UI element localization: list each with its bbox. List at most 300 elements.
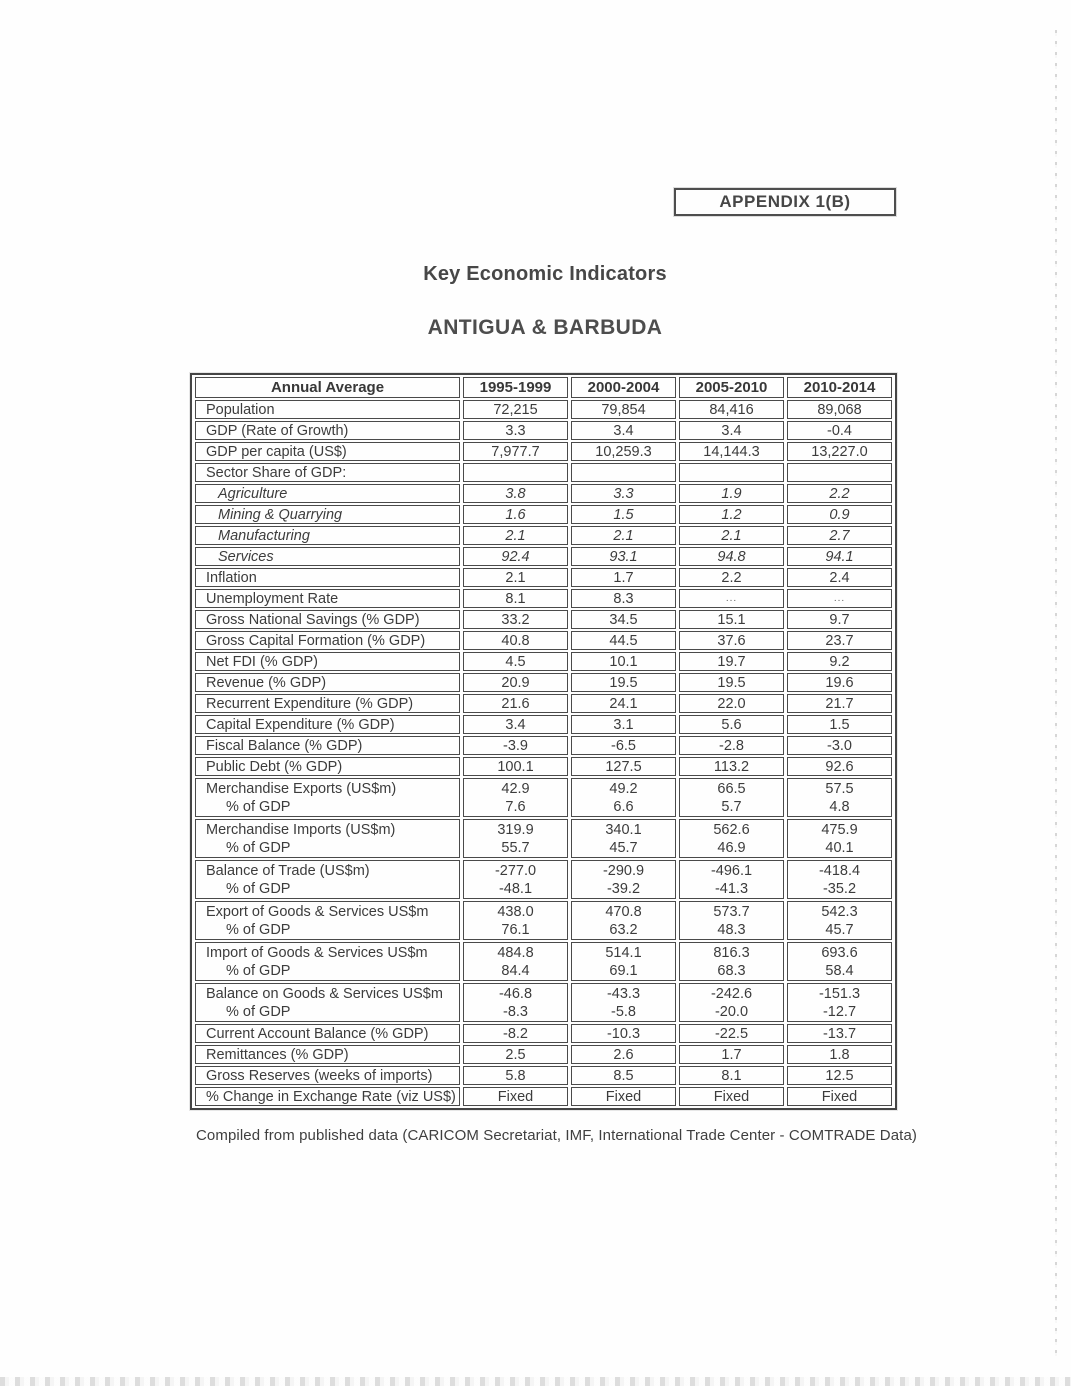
value-cell xyxy=(679,652,784,671)
value-cell xyxy=(463,568,568,587)
value-cell xyxy=(463,1066,568,1085)
row-label: % Change in Exchange Rate (viz US$) xyxy=(206,1088,456,1105)
value-cell xyxy=(463,652,568,671)
value-cell xyxy=(679,860,784,899)
cell-value: 2.5 xyxy=(505,1046,526,1063)
row-label: Current Account Balance (% GDP) xyxy=(206,1025,429,1042)
value-cell xyxy=(787,1066,892,1085)
value-cell xyxy=(679,421,784,440)
cell-value: 93.1 xyxy=(609,548,638,565)
value-cell xyxy=(679,1066,784,1085)
cell-value: -2.8 xyxy=(719,737,744,754)
value-cell xyxy=(571,942,676,981)
cell-value: 2.2 xyxy=(721,569,742,586)
value-cell xyxy=(679,463,784,482)
cell-sub-value: -20.0 xyxy=(714,1003,749,1020)
value-cell xyxy=(463,673,568,692)
value-cell xyxy=(463,1087,568,1106)
cell-sub-value: 46.9 xyxy=(717,839,746,856)
title-block xyxy=(190,263,900,340)
row-label: Services xyxy=(218,548,274,565)
cell-value: Fixed xyxy=(605,1088,642,1105)
cell-value: -46.8 xyxy=(498,985,533,1002)
cell-sub-value: 4.8 xyxy=(829,798,850,815)
value-cell xyxy=(679,819,784,858)
cell-value: 484.8 xyxy=(497,944,534,961)
value-cell xyxy=(463,1024,568,1043)
value-cell xyxy=(463,631,568,650)
value-cell xyxy=(679,715,784,734)
table-row xyxy=(195,1045,892,1064)
cell-value: 1.2 xyxy=(721,506,742,523)
table-row xyxy=(195,757,892,776)
value-cell xyxy=(679,673,784,692)
cell-value: -13.7 xyxy=(822,1025,857,1042)
row-sub-label: % of GDP xyxy=(226,1003,291,1020)
value-cell xyxy=(787,421,892,440)
row-label-cell xyxy=(195,983,460,1022)
cell-sub-value: 48.3 xyxy=(717,921,746,938)
row-label: Gross National Savings (% GDP) xyxy=(206,611,420,628)
value-cell xyxy=(787,757,892,776)
value-cell xyxy=(463,694,568,713)
value-cell xyxy=(571,463,676,482)
cell-value: -151.3 xyxy=(818,985,861,1002)
cell-value: 57.5 xyxy=(825,780,854,797)
value-cell xyxy=(787,819,892,858)
column-header-2: 2000-2004 xyxy=(571,377,676,398)
value-cell xyxy=(571,589,676,608)
value-cell xyxy=(787,901,892,940)
value-cell xyxy=(787,673,892,692)
row-label: Inflation xyxy=(206,569,257,586)
table-row xyxy=(195,421,892,440)
cell-value: 20.9 xyxy=(501,674,530,691)
row-label-cell xyxy=(195,463,460,482)
table-row xyxy=(195,1087,892,1106)
row-label-cell xyxy=(195,819,460,858)
cell-value: 15.1 xyxy=(717,611,746,628)
value-cell xyxy=(463,547,568,566)
table-row xyxy=(195,983,892,1022)
table-row xyxy=(195,715,892,734)
row-label-cell xyxy=(195,568,460,587)
row-label: Balance on Goods & Services US$m xyxy=(206,985,443,1002)
value-cell xyxy=(679,736,784,755)
cell-value: 92.6 xyxy=(825,758,854,775)
value-cell xyxy=(679,610,784,629)
cell-value: -3.0 xyxy=(827,737,852,754)
row-label-cell xyxy=(195,1087,460,1106)
table-header-row xyxy=(195,377,892,398)
cell-value: 1.7 xyxy=(613,569,634,586)
row-label-cell xyxy=(195,942,460,981)
cell-value: Fixed xyxy=(713,1088,750,1105)
cell-value: 19.5 xyxy=(717,674,746,691)
cell-value: 94.8 xyxy=(717,548,746,565)
cell-value: -418.4 xyxy=(818,862,861,879)
value-cell xyxy=(571,901,676,940)
row-sub-label: % of GDP xyxy=(226,880,291,897)
value-cell xyxy=(787,860,892,899)
cell-value: 1.6 xyxy=(505,506,526,523)
cell-value: 3.4 xyxy=(505,716,526,733)
cell-value: 94.1 xyxy=(825,548,854,565)
table-row xyxy=(195,860,892,899)
value-cell xyxy=(679,1024,784,1043)
row-label-cell xyxy=(195,1045,460,1064)
value-cell xyxy=(571,736,676,755)
value-cell xyxy=(463,589,568,608)
cell-value: 0.9 xyxy=(829,506,850,523)
cell-value: 19.7 xyxy=(717,653,746,670)
column-header-0: Annual Average xyxy=(195,377,460,398)
value-cell xyxy=(679,526,784,545)
value-cell xyxy=(679,400,784,419)
value-cell xyxy=(571,484,676,503)
row-label: Manufacturing xyxy=(218,527,310,544)
row-label: Sector Share of GDP: xyxy=(206,464,347,481)
value-cell xyxy=(787,505,892,524)
cell-value: 2.1 xyxy=(721,527,742,544)
value-cell xyxy=(679,484,784,503)
cell-value: -242.6 xyxy=(710,985,753,1002)
indicators-table xyxy=(190,373,897,1110)
value-cell xyxy=(787,1045,892,1064)
table-row xyxy=(195,819,892,858)
cell-value: 3.3 xyxy=(505,422,526,439)
cell-value: -277.0 xyxy=(494,862,537,879)
row-label-cell xyxy=(195,901,460,940)
cell-value: -290.9 xyxy=(602,862,645,879)
cell-value: 40.8 xyxy=(501,632,530,649)
cell-value: 3.4 xyxy=(721,422,742,439)
cell-value: 8.1 xyxy=(721,1067,742,1084)
row-label-cell xyxy=(195,652,460,671)
value-cell xyxy=(463,400,568,419)
scan-artifact-right-edge xyxy=(1055,30,1057,1360)
cell-value: 66.5 xyxy=(717,780,746,797)
value-cell xyxy=(463,819,568,858)
cell-value: 693.6 xyxy=(821,944,858,961)
value-cell xyxy=(463,736,568,755)
table-row xyxy=(195,901,892,940)
cell-value: 21.6 xyxy=(501,695,530,712)
cell-sub-value: -39.2 xyxy=(606,880,641,897)
cell-value: 2.1 xyxy=(505,569,526,586)
value-cell xyxy=(679,983,784,1022)
value-cell xyxy=(571,1066,676,1085)
value-cell xyxy=(463,901,568,940)
value-cell xyxy=(571,505,676,524)
value-cell xyxy=(787,652,892,671)
row-label-cell xyxy=(195,860,460,899)
source-note: Compiled from published data (CARICOM Secretariat, IMF, International Trade Center - COMTRADE Data) xyxy=(196,1127,917,1144)
cell-value: 13,227.0 xyxy=(811,443,868,460)
cell-value: 72,215 xyxy=(493,401,538,418)
cell-value: 12.5 xyxy=(825,1067,854,1084)
table-row xyxy=(195,526,892,545)
cell-value: 2.1 xyxy=(613,527,634,544)
cell-sub-value: -41.3 xyxy=(714,880,749,897)
row-sub-label: % of GDP xyxy=(226,798,291,815)
value-cell xyxy=(571,547,676,566)
cell-sub-value: 55.7 xyxy=(501,839,530,856)
row-label: Public Debt (% GDP) xyxy=(206,758,343,775)
row-label: Export of Goods & Services US$m xyxy=(206,903,429,920)
value-cell xyxy=(787,983,892,1022)
row-label-cell xyxy=(195,400,460,419)
value-cell xyxy=(571,983,676,1022)
row-label: Fiscal Balance (% GDP) xyxy=(206,737,363,754)
value-cell xyxy=(463,983,568,1022)
value-cell xyxy=(463,860,568,899)
cell-value: 7,977.7 xyxy=(491,443,540,460)
cell-value: 42.9 xyxy=(501,780,530,797)
value-cell xyxy=(571,1045,676,1064)
cell-value: 37.6 xyxy=(717,632,746,649)
row-label: Gross Capital Formation (% GDP) xyxy=(206,632,426,649)
cell-value: 1.9 xyxy=(721,485,742,502)
cell-value: 1.5 xyxy=(613,506,634,523)
cell-value: 5.8 xyxy=(505,1067,526,1084)
cell-value: 1.7 xyxy=(721,1046,742,1063)
cell-value: 127.5 xyxy=(605,758,642,775)
row-label-cell xyxy=(195,547,460,566)
table-row xyxy=(195,589,892,608)
cell-value: 562.6 xyxy=(713,821,750,838)
row-label: Net FDI (% GDP) xyxy=(206,653,318,670)
value-cell xyxy=(571,442,676,461)
value-cell xyxy=(679,631,784,650)
cell-value: 2.4 xyxy=(829,569,850,586)
row-label: Recurrent Expenditure (% GDP) xyxy=(206,695,414,712)
cell-value: 21.7 xyxy=(825,695,854,712)
cell-value: 9.7 xyxy=(829,611,850,628)
row-sub-label: % of GDP xyxy=(226,962,291,979)
cell-value: -22.5 xyxy=(714,1025,749,1042)
cell-value: 2.6 xyxy=(613,1046,634,1063)
row-label: Revenue (% GDP) xyxy=(206,674,327,691)
column-header-1: 1995-1999 xyxy=(463,377,568,398)
value-cell xyxy=(787,610,892,629)
cell-value: 33.2 xyxy=(501,611,530,628)
table-row xyxy=(195,610,892,629)
value-cell xyxy=(679,547,784,566)
value-cell xyxy=(787,694,892,713)
row-label-cell xyxy=(195,421,460,440)
cell-value: 3.4 xyxy=(613,422,634,439)
cell-value: 84,416 xyxy=(709,401,754,418)
value-cell xyxy=(787,526,892,545)
value-cell xyxy=(679,694,784,713)
value-cell xyxy=(463,942,568,981)
cell-value: 79,854 xyxy=(601,401,646,418)
value-cell xyxy=(571,526,676,545)
cell-value: -43.3 xyxy=(606,985,641,1002)
table-row xyxy=(195,547,892,566)
value-cell xyxy=(787,589,892,608)
cell-value: 340.1 xyxy=(605,821,642,838)
column-header-4: 2010-2014 xyxy=(787,377,892,398)
column-header-3: 2005-2010 xyxy=(679,377,784,398)
value-cell xyxy=(679,589,784,608)
cell-value: 8.3 xyxy=(613,590,634,607)
table-row xyxy=(195,463,892,482)
value-cell xyxy=(571,860,676,899)
value-cell xyxy=(571,568,676,587)
cell-value: 113.2 xyxy=(713,758,750,775)
value-cell xyxy=(787,568,892,587)
value-cell xyxy=(571,400,676,419)
value-cell xyxy=(787,484,892,503)
row-label: Capital Expenditure (% GDP) xyxy=(206,716,395,733)
table-row xyxy=(195,694,892,713)
value-cell xyxy=(463,421,568,440)
row-label: Agriculture xyxy=(218,485,288,502)
cell-value: 23.7 xyxy=(825,632,854,649)
cell-value: 34.5 xyxy=(609,611,638,628)
row-label-cell xyxy=(195,589,460,608)
value-cell xyxy=(463,442,568,461)
value-cell xyxy=(787,1024,892,1043)
cell-value: -10.3 xyxy=(606,1025,641,1042)
row-label-cell xyxy=(195,631,460,650)
value-cell xyxy=(571,673,676,692)
value-cell xyxy=(463,526,568,545)
row-label: Merchandise Exports (US$m) xyxy=(206,780,397,797)
table-row xyxy=(195,778,892,817)
cell-sub-value: -8.3 xyxy=(503,1003,528,1020)
value-cell xyxy=(679,901,784,940)
table-row xyxy=(195,942,892,981)
value-cell xyxy=(571,1087,676,1106)
cell-sub-value: 7.6 xyxy=(505,798,526,815)
cell-value: 1.5 xyxy=(829,716,850,733)
cell-sub-value: 40.1 xyxy=(825,839,854,856)
cell-value: 3.3 xyxy=(613,485,634,502)
table-row xyxy=(195,736,892,755)
appendix-badge-label: APPENDIX 1(B) xyxy=(719,192,851,211)
row-label: Unemployment Rate xyxy=(206,590,339,607)
row-label: Remittances (% GDP) xyxy=(206,1046,349,1063)
table-row xyxy=(195,652,892,671)
cell-value: 470.8 xyxy=(605,903,642,920)
cell-value: 10,259.3 xyxy=(595,443,652,460)
cell-value: 44.5 xyxy=(609,632,638,649)
cell-value: 542.3 xyxy=(821,903,858,920)
cell-value: 573.7 xyxy=(713,903,750,920)
value-cell xyxy=(463,778,568,817)
cell-value: 8.5 xyxy=(613,1067,634,1084)
table-row xyxy=(195,673,892,692)
row-label: Merchandise Imports (US$m) xyxy=(206,821,396,838)
value-cell xyxy=(463,505,568,524)
value-cell xyxy=(787,942,892,981)
cell-value: ... xyxy=(725,592,738,604)
cell-sub-value: 45.7 xyxy=(609,839,638,856)
cell-value: 89,068 xyxy=(817,401,862,418)
cell-sub-value: 63.2 xyxy=(609,921,638,938)
value-cell xyxy=(571,631,676,650)
row-sub-label: % of GDP xyxy=(226,921,291,938)
value-cell xyxy=(571,778,676,817)
cell-value: Fixed xyxy=(497,1088,534,1105)
cell-value: 24.1 xyxy=(609,695,638,712)
cell-value: 10.1 xyxy=(609,653,638,670)
row-label-cell xyxy=(195,505,460,524)
table-body xyxy=(195,400,892,1106)
value-cell xyxy=(787,715,892,734)
row-label: Mining & Quarrying xyxy=(218,506,343,523)
value-cell xyxy=(787,631,892,650)
cell-value: 100.1 xyxy=(497,758,534,775)
table-row xyxy=(195,1066,892,1085)
cell-value: -8.2 xyxy=(503,1025,528,1042)
value-cell xyxy=(787,778,892,817)
cell-value: 3.1 xyxy=(613,716,634,733)
cell-value: -6.5 xyxy=(611,737,636,754)
cell-value: -496.1 xyxy=(710,862,753,879)
row-label-cell xyxy=(195,778,460,817)
cell-value: 816.3 xyxy=(713,944,750,961)
value-cell xyxy=(571,715,676,734)
row-label: Gross Reserves (weeks of imports) xyxy=(206,1067,433,1084)
value-cell xyxy=(571,694,676,713)
value-cell xyxy=(463,484,568,503)
cell-value: 92.4 xyxy=(501,548,530,565)
row-label-cell xyxy=(195,1024,460,1043)
cell-value: 5.6 xyxy=(721,716,742,733)
appendix-badge xyxy=(674,188,896,216)
cell-sub-value: -12.7 xyxy=(822,1003,857,1020)
cell-value: Fixed xyxy=(821,1088,858,1105)
value-cell xyxy=(679,778,784,817)
value-cell xyxy=(679,1087,784,1106)
row-label-cell xyxy=(195,526,460,545)
cell-sub-value: -48.1 xyxy=(498,880,533,897)
cell-sub-value: 6.6 xyxy=(613,798,634,815)
cell-sub-value: 84.4 xyxy=(501,962,530,979)
row-label-cell xyxy=(195,1066,460,1085)
cell-value: 9.2 xyxy=(829,653,850,670)
value-cell xyxy=(463,757,568,776)
row-label: GDP (Rate of Growth) xyxy=(206,422,349,439)
cell-value: 514.1 xyxy=(605,944,642,961)
cell-sub-value: -35.2 xyxy=(822,880,857,897)
cell-value: 8.1 xyxy=(505,590,526,607)
table-row xyxy=(195,400,892,419)
value-cell xyxy=(787,400,892,419)
cell-value: 2.1 xyxy=(505,527,526,544)
row-label: Population xyxy=(206,401,275,418)
cell-value: 49.2 xyxy=(609,780,638,797)
value-cell xyxy=(679,757,784,776)
row-label-cell xyxy=(195,715,460,734)
table-row xyxy=(195,631,892,650)
cell-value: 19.5 xyxy=(609,674,638,691)
row-label-cell xyxy=(195,694,460,713)
value-cell xyxy=(463,715,568,734)
value-cell xyxy=(679,505,784,524)
row-label: GDP per capita (US$) xyxy=(206,443,347,460)
cell-value: 319.9 xyxy=(497,821,534,838)
row-label-cell xyxy=(195,610,460,629)
value-cell xyxy=(787,736,892,755)
value-cell xyxy=(787,547,892,566)
value-cell xyxy=(679,568,784,587)
cell-value: ... xyxy=(833,592,846,604)
